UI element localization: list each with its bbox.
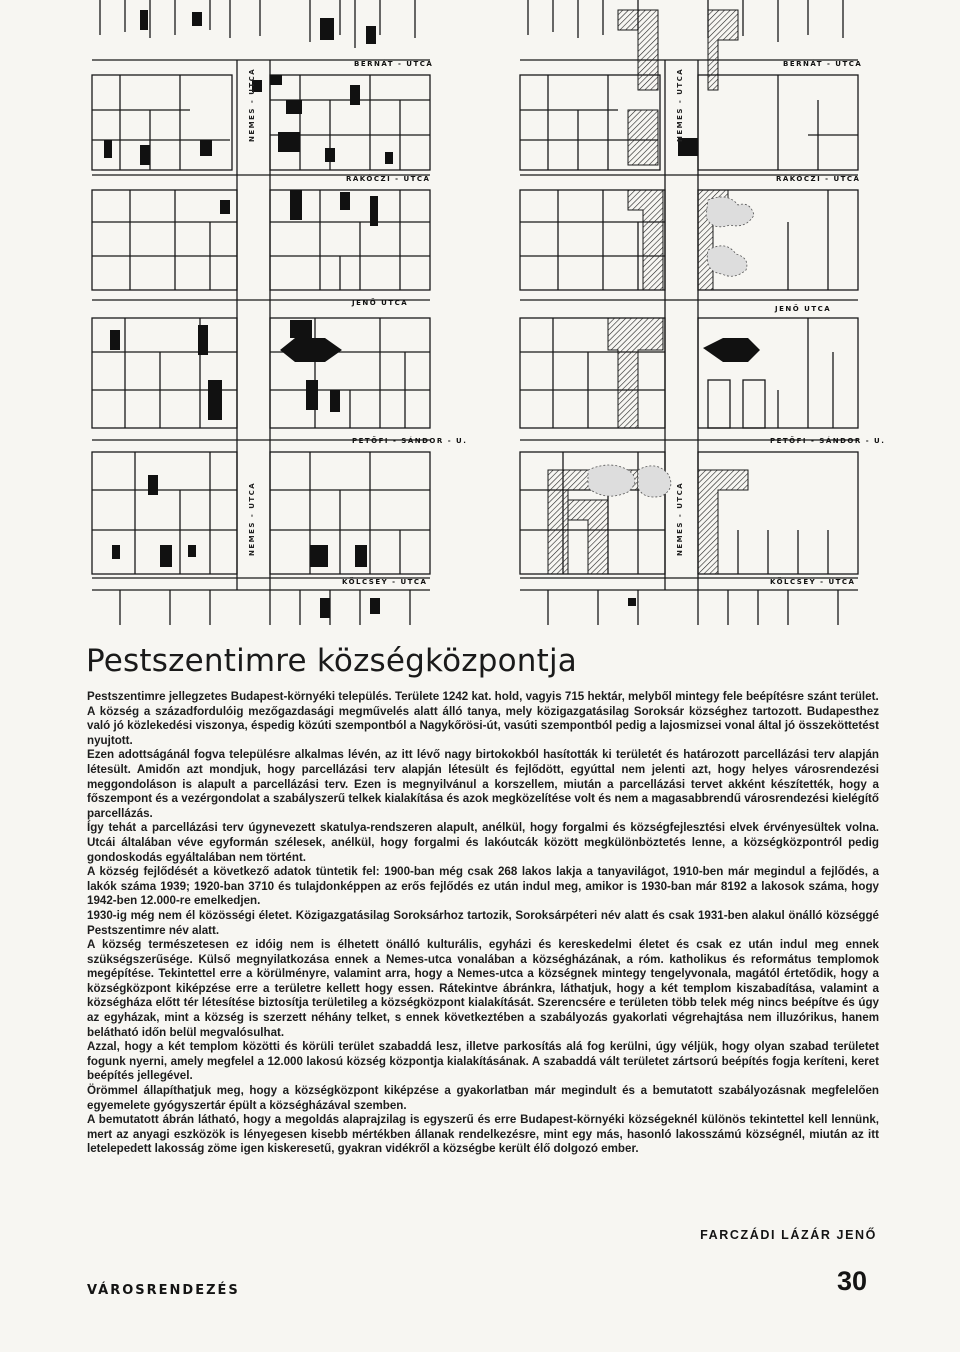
street-jeno-label: JENŐ UTCA [775, 305, 832, 313]
street-kolcsey-label: KÖLCSEY - UTCA [770, 578, 856, 586]
article-paragraph: A község a századfordulóig mezőgazdasági megművelés alatt álló tanya, mely közigazgatásilag Soroksár községhez tartozott. Budapesthez való jó közlekedési viszonya, éspedig közúti szempontból a Nagykőrösi-út, vasúti szempontból pedig a lajosmizsei vonal által jó összeköttetést nyujtott. [87, 704, 879, 747]
existing-site-plan [80, 0, 485, 625]
author-name: FARCZÁDI LÁZÁR JENŐ [700, 1228, 877, 1242]
article-body [87, 690, 879, 1157]
street-jeno-label: JENŐ UTCA [352, 299, 409, 307]
proposed-centre-plan-drawing [508, 0, 908, 625]
street-nemes-top-label: NEMES - UTCA [248, 67, 256, 142]
article-title: Pestszentimre községközpontja [86, 643, 577, 679]
street-rakoczi-label: RÁKÓCZI - UTCA [346, 175, 431, 183]
street-nemes-top-label: NEMES - UTCA [676, 67, 684, 142]
street-petofi-label: PETŐFI - SÁNDOR - U. [770, 437, 886, 445]
article-paragraph: A község fejlődését a következő adatok tüntetik fel: 1900-ban még csak 268 lakos lakja a tanyavilágot, 1910-ben már megindul a fejlődés, a lakók száma 1939; 1920-ban 3710 és tulajdonképpen az erős fejlődés ez után indul meg, amikor is 1930-ban már 8192 a lakosok száma, hogy 1942-ben 12.000-re emelkedjen. [87, 865, 879, 908]
street-bernat-label: BERNÁT - UTCA [354, 60, 434, 68]
existing-site-plan-drawing [80, 0, 485, 625]
street-nemes-bottom-label: NEMES - UTCA [676, 481, 684, 556]
article-paragraph: A bemutatott ábrán látható, hogy a megoldás alaprajzilag is egyszerű és erre Budapest-környéki községeknél különös tekintettel kell lennünk, mert az anyagi eszközök is lényegesen kisebb mértékben állanak rendelkezésre, mint egy más, hasonló lakosszámú községnél, miután az itt letelepedett lakosság zöme igen kiskeresetű, gyakran vidékről a községbe került élő dolgozó ember. [87, 1113, 879, 1156]
article-paragraph: Ezen adottságánál fogva településre alkalmas lévén, az itt lévő nagy birtokokból hasították ki területét és határozott parcellázási terv alapján létesült. Amidőn azt mondjuk, hogy parcellázási terv alapján létesült és fejlődött, egyúttal nem jelenti azt, hogy helyes városrendezési meggondoláson is alapult a parcellázási terv. Ezen is megnyilvánul a korszellem, miután a parcellázási tervet akként készítették, hogy a főszempont és a vezérgondolat a szabályszerű telkek kialakítása és azok megközelítése volt és nem a magasabbrendű városrendezési kielégítő parcellázás. [87, 748, 879, 820]
article-paragraph: Pestszentimre jellegzetes Budapest-környéki település. Területe 1242 kat. hold, vagyis 715 hektár, melyből mintegy fele beépítésre szánt terület. [87, 690, 879, 703]
street-petofi-label: PETŐFI - SÁNDOR - U. [352, 437, 468, 445]
page-number: 30 [836, 1266, 867, 1296]
street-kolcsey-label: KÖLCSEY - UTCA [342, 578, 428, 586]
proposed-centre-plan [508, 0, 908, 625]
section-name: VÁROSRENDEZÉS [87, 1283, 240, 1298]
article-paragraph: Örömmel állapíthatjuk meg, hogy a községközpont kiképzése a gyakorlatban már megindult és a bemutatott szabályozásnak megfelelően egyemelete gyógyszertár épült a községházával szemben. [87, 1084, 879, 1112]
article-paragraph: 1930-ig még nem él közösségi életet. Közigazgatásilag Soroksárhoz tartozik, Soroksárpéteri név alatt és csak 1931-ben alakul önálló községgé Pestszentimre név alatt. [87, 908, 879, 937]
article-paragraph: A község természetesen ez idóig nem is élhetett önálló kulturális, egyházi és kereskedelmi életet és csak ez után indul meg ennek szükségszerűsége. Külső megnyilatkozása ennek a Nemes-utca vonalában a községházának, a róm. katholikus és református templomok megépítése. Tekintettel erre a körülményre, valamint arra, hogy a Nemes-utca a községnek mintegy tengelyvonala, magától értetődik, hogy a községközpont kiképzése erre a területre kellett hogy essen. Rátekintve ábránkra, láthatjuk, hogy a két templom kiszabadítása, valamint a községháza előtt tér létesítése biztosítja területileg a községközpont kialakítását. Szerencsére e területen több telek még nincs beépítve és úgy az egyházak, mint a község is szerzett néhány telket, s ennek következtében a szabályozás gyakorlati végrehajtása nem illuzórikus, hanem belátható időn belül megvalósulhat. [87, 938, 879, 1039]
article-paragraph: Azzal, hogy a két templom közötti és körüli terület szabaddá lesz, illetve parkosítás alá fog kerülni, úgy véljük, hogy olyan szabad területet fogunk nyerni, amely megfelel a 12.000 lakosú község központja kialakításának. A szabaddá vált területet zártsorú beépítés fogja keríteni, keret beépítés jellegével. [87, 1040, 879, 1083]
article-paragraph: Így tehát a parcellázási terv úgynevezett skatulya-rendszeren alapult, anélkül, hogy forgalmi és községfejlesztési elvek érvényesültek volna. Utcái általában véve egyformán szélesek, anélkül, hogy forgalmi és lakóutcák között megkülönböztetés lenne, a községközpontról pedig gondoskodás egyáltalában nem történt. [87, 821, 879, 864]
street-rakoczi-label: RÁKÓCZI - UTCA [776, 175, 861, 183]
street-bernat-label: BERNÁT - UTCA [783, 60, 863, 68]
street-nemes-bottom-label: NEMES - UTCA [248, 481, 256, 556]
